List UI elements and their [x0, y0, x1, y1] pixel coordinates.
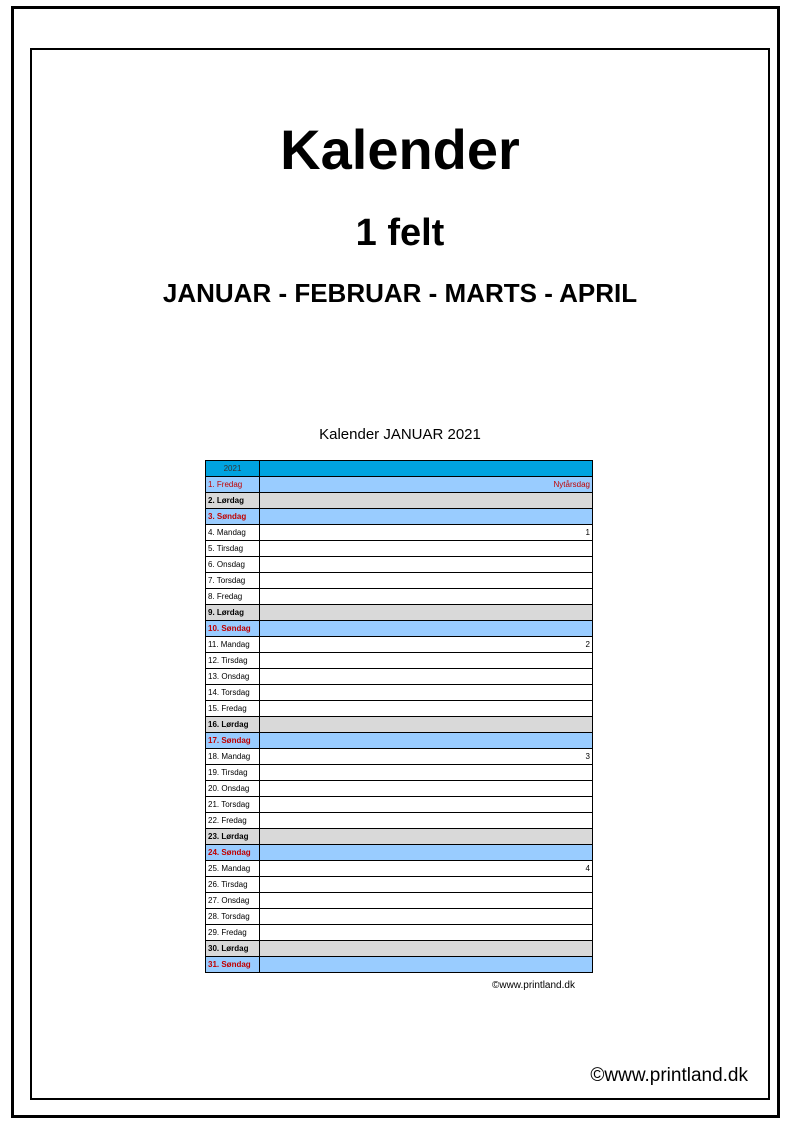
calendar-row — [206, 813, 593, 829]
calendar-day-cell: 8. Fredag — [206, 589, 260, 605]
calendar-day-cell: 16. Lørdag — [206, 717, 260, 733]
calendar-note-cell — [260, 941, 593, 957]
calendar-note-cell — [260, 541, 593, 557]
calendar-row — [206, 573, 593, 589]
calendar-row — [206, 493, 593, 509]
calendar-row — [206, 781, 593, 797]
calendar-note-cell — [260, 733, 593, 749]
calendar-note-cell — [260, 669, 593, 685]
calendar-row — [206, 669, 593, 685]
calendar-row — [206, 845, 593, 861]
calendar-row — [206, 861, 593, 877]
calendar-day-cell: 13. Onsdag — [206, 669, 260, 685]
calendar-row — [206, 717, 593, 733]
calendar-day-cell: 26. Tirsdag — [206, 877, 260, 893]
calendar-note-cell — [260, 701, 593, 717]
calendar-row — [206, 589, 593, 605]
calendar-row — [206, 877, 593, 893]
page-subtitle: 1 felt — [355, 212, 445, 254]
calendar-day-cell: 1. Fredag — [206, 477, 260, 493]
calendar-note-cell — [260, 877, 593, 893]
calendar-copyright: ©www.printland.dk — [492, 980, 575, 991]
calendar-day-cell: 18. Mandag — [206, 749, 260, 765]
calendar-note-cell — [260, 621, 593, 637]
calendar-header-row — [206, 461, 593, 477]
calendar-row — [206, 909, 593, 925]
calendar-day-cell: 21. Torsdag — [206, 797, 260, 813]
calendar-row — [206, 765, 593, 781]
calendar-note-cell: 2 — [260, 637, 593, 653]
calendar-row — [206, 509, 593, 525]
calendar-note-cell — [260, 893, 593, 909]
calendar-note-cell — [260, 717, 593, 733]
calendar-day-cell: 9. Lørdag — [206, 605, 260, 621]
footer-copyright: ©www.printland.dk — [590, 1065, 748, 1086]
calendar-row — [206, 621, 593, 637]
calendar-note-cell: 3 — [260, 749, 593, 765]
calendar-note-cell — [260, 589, 593, 605]
calendar-row — [206, 557, 593, 573]
calendar-note-cell — [260, 685, 593, 701]
calendar-row — [206, 477, 593, 493]
calendar-year-cell: 2021 — [206, 461, 260, 477]
calendar-note-cell — [260, 653, 593, 669]
calendar-row — [206, 749, 593, 765]
calendar-day-cell: 14. Torsdag — [206, 685, 260, 701]
months-heading: JANUAR - FEBRUAR - MARTS - APRIL — [162, 278, 638, 308]
calendar-day-cell: 31. Søndag — [206, 957, 260, 973]
calendar-note-cell — [260, 845, 593, 861]
calendar-title: Kalender JANUAR 2021 — [319, 426, 481, 443]
calendar-row — [206, 925, 593, 941]
calendar-day-cell: 20. Onsdag — [206, 781, 260, 797]
calendar-day-cell: 22. Fredag — [206, 813, 260, 829]
calendar-day-cell: 11. Mandag — [206, 637, 260, 653]
calendar-table — [205, 460, 593, 973]
calendar-row — [206, 525, 593, 541]
calendar-note-cell: 4 — [260, 861, 593, 877]
calendar-row — [206, 797, 593, 813]
calendar-day-cell: 4. Mandag — [206, 525, 260, 541]
calendar-row — [206, 893, 593, 909]
calendar-note-cell — [260, 557, 593, 573]
calendar-row — [206, 605, 593, 621]
calendar-day-cell: 30. Lørdag — [206, 941, 260, 957]
calendar-note-cell — [260, 925, 593, 941]
calendar-note-cell — [260, 829, 593, 845]
calendar-day-cell: 7. Torsdag — [206, 573, 260, 589]
calendar-row — [206, 637, 593, 653]
calendar-note-cell: Nytårsdag — [260, 477, 593, 493]
calendar-day-cell: 25. Mandag — [206, 861, 260, 877]
calendar-day-cell: 15. Fredag — [206, 701, 260, 717]
calendar-note-cell — [260, 909, 593, 925]
calendar-day-cell: 12. Tirsdag — [206, 653, 260, 669]
calendar-day-cell: 2. Lørdag — [206, 493, 260, 509]
calendar-note-cell — [260, 509, 593, 525]
calendar-header-note-cell — [260, 461, 593, 477]
calendar-note-cell — [260, 781, 593, 797]
calendar-row — [206, 653, 593, 669]
calendar-day-cell: 19. Tirsdag — [206, 765, 260, 781]
calendar-note-cell — [260, 957, 593, 973]
calendar-day-cell: 5. Tirsdag — [206, 541, 260, 557]
calendar-row — [206, 701, 593, 717]
calendar-note-cell — [260, 765, 593, 781]
calendar-day-cell: 3. Søndag — [206, 509, 260, 525]
calendar-day-cell: 6. Onsdag — [206, 557, 260, 573]
calendar-row — [206, 733, 593, 749]
calendar-note-cell — [260, 605, 593, 621]
calendar-day-cell: 17. Søndag — [206, 733, 260, 749]
calendar-note-cell — [260, 573, 593, 589]
calendar-note-cell: 1 — [260, 525, 593, 541]
calendar-note-cell — [260, 493, 593, 509]
calendar-day-cell: 23. Lørdag — [206, 829, 260, 845]
calendar-day-cell: 10. Søndag — [206, 621, 260, 637]
calendar-note-cell — [260, 797, 593, 813]
calendar-day-cell: 24. Søndag — [206, 845, 260, 861]
calendar-row — [206, 957, 593, 973]
page-title: Kalender — [280, 118, 520, 181]
calendar-row — [206, 541, 593, 557]
calendar-row — [206, 685, 593, 701]
calendar-row — [206, 829, 593, 845]
calendar-day-cell: 27. Onsdag — [206, 893, 260, 909]
calendar-day-cell: 28. Torsdag — [206, 909, 260, 925]
calendar-day-cell: 29. Fredag — [206, 925, 260, 941]
calendar-note-cell — [260, 813, 593, 829]
calendar-row — [206, 941, 593, 957]
